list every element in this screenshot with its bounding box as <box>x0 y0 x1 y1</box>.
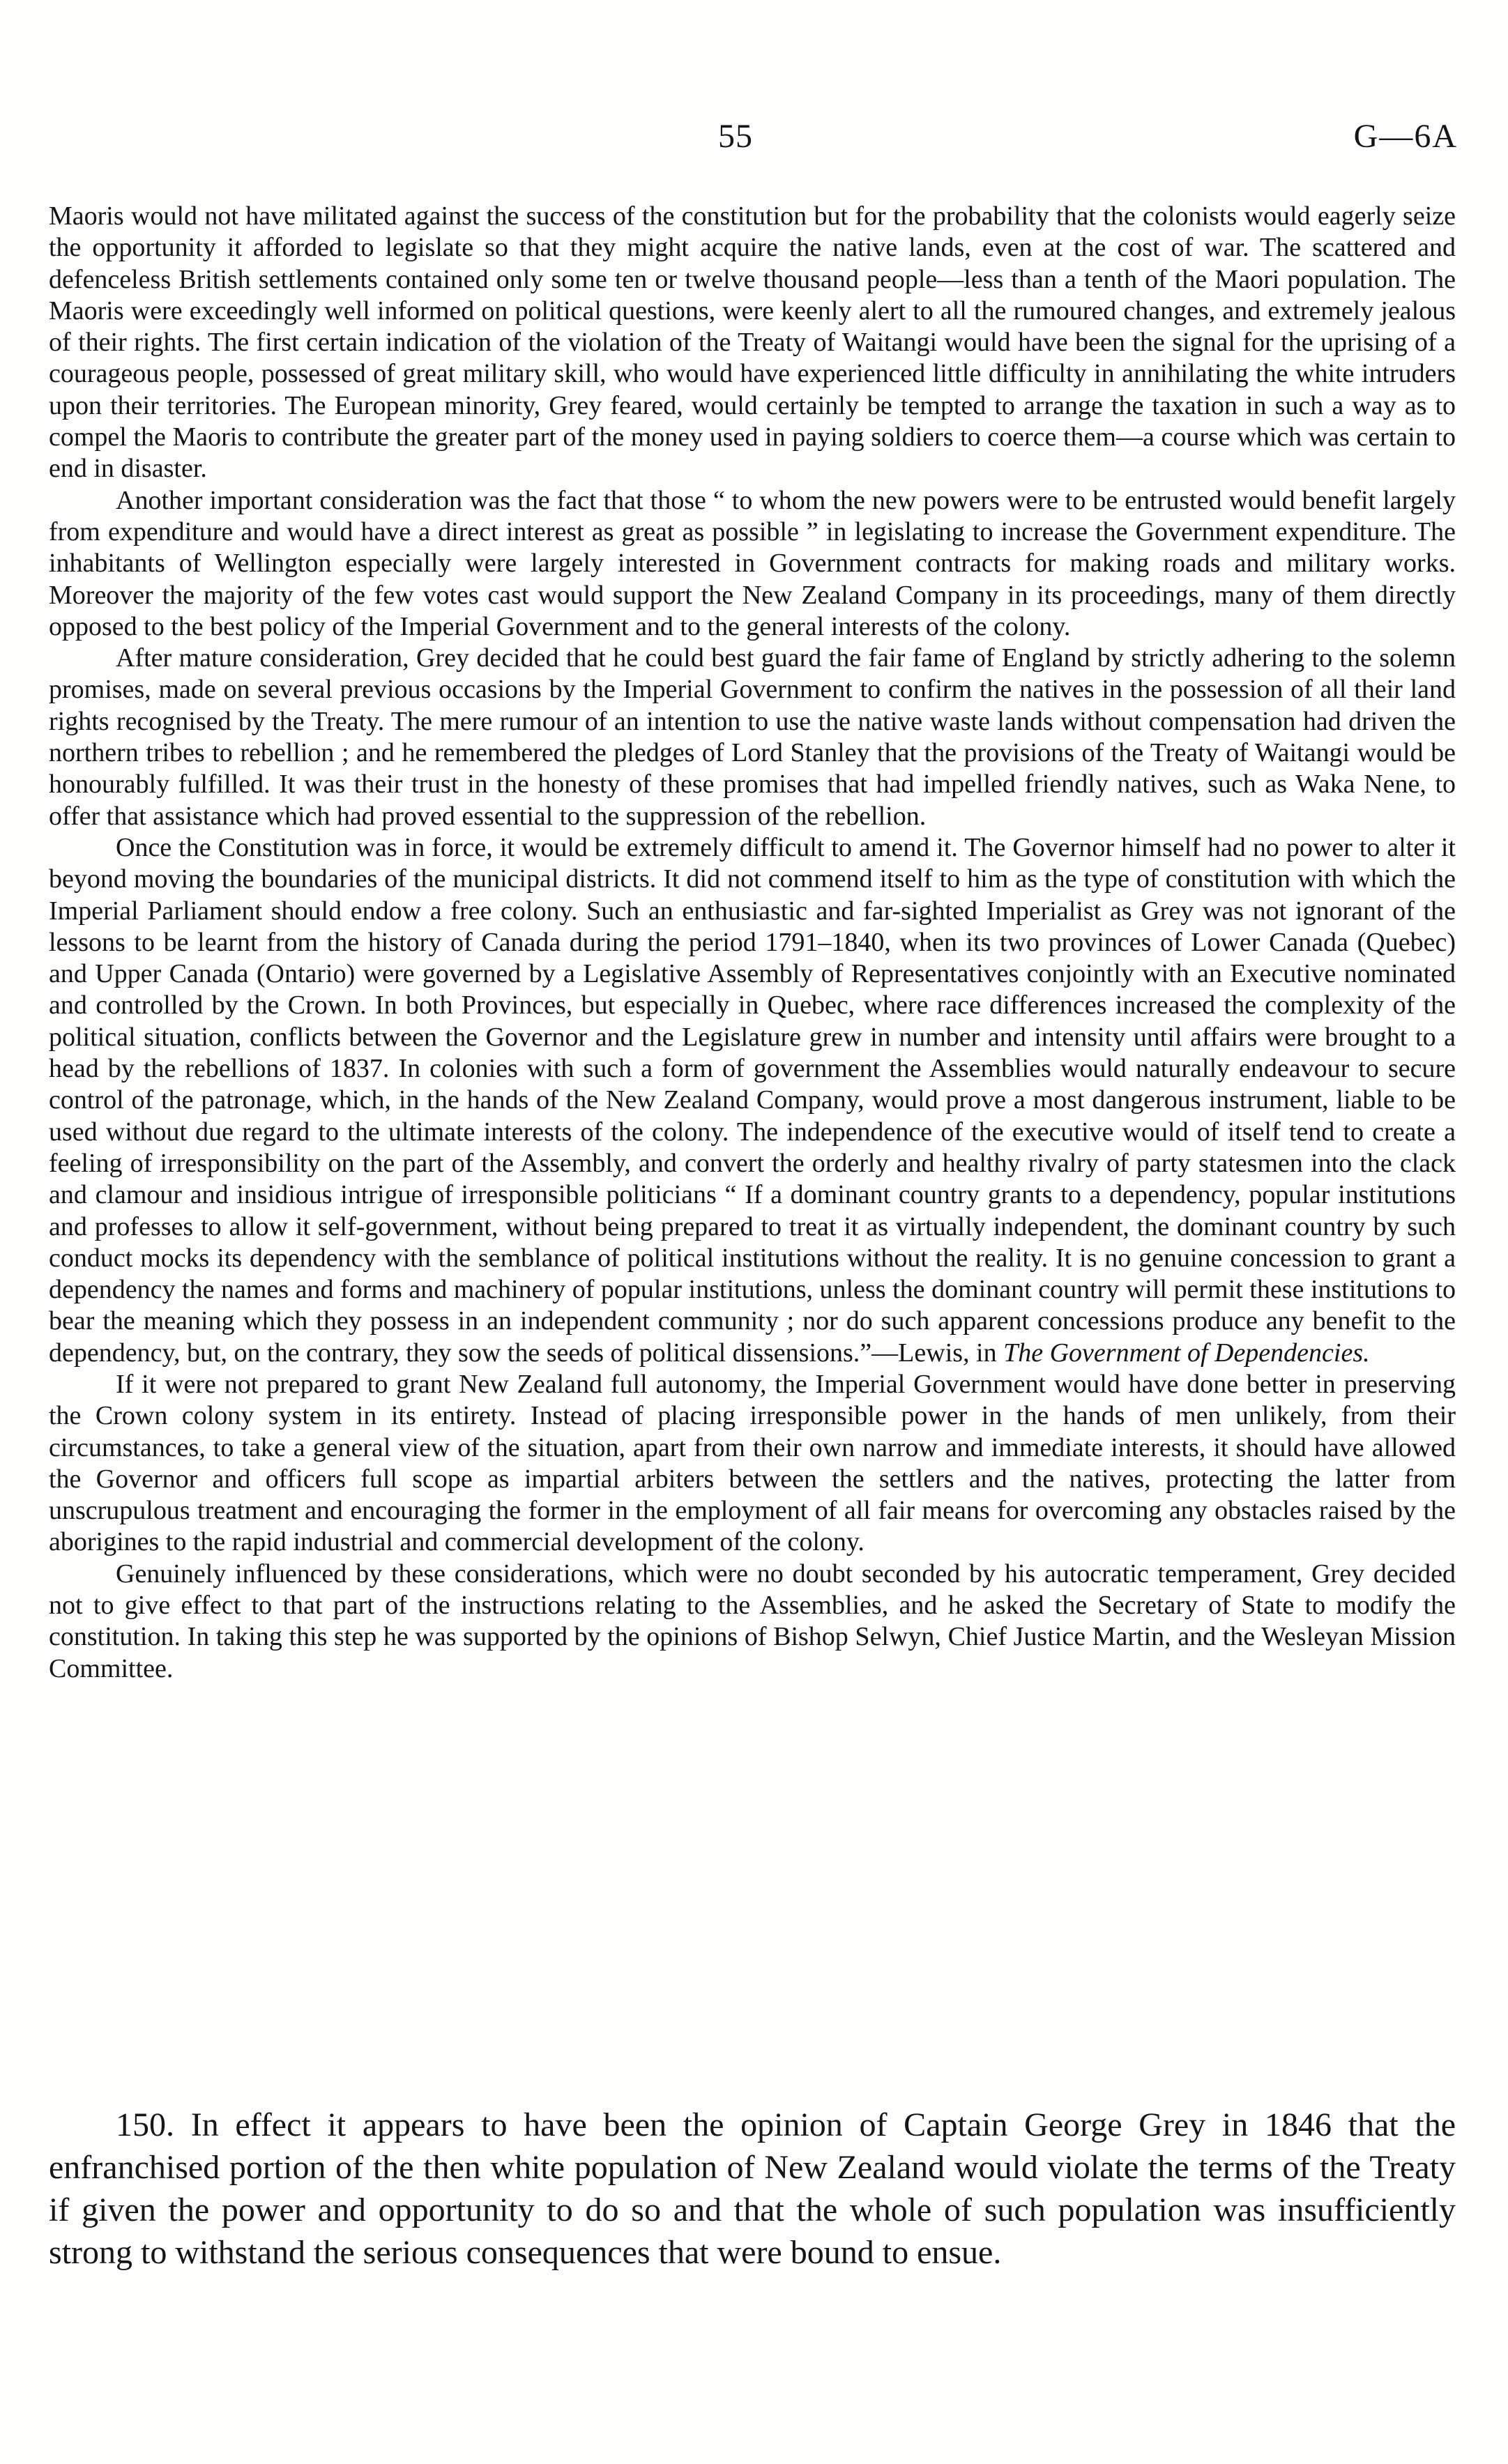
paragraph-treaty-promises: After mature consideration, Grey decided that he could best guard the fair fame of England by strictly adhering to the solemn promises, made on several previous occasions by the Imperial Government to confirm the natives in the possession of all their land rights recognised by the Treaty. The mere rumour of an intention to use the native waste lands without compensation had driven the northern tribes to rebellion ; and he remembered the pledges of Lord Stanley that the provisions of the Treaty of Waitangi would be honourably fulfilled. It was their trust in the honesty of these promises that had impelled friendly natives, such as Waka Nene, to offer that assistance which had proved essential to the suppression of the rebellion. <box>49 643 1456 831</box>
page-number: 55 <box>718 118 753 155</box>
citation-title: The Government of Dependencies. <box>1003 1338 1370 1368</box>
body-text <box>49 201 1456 1685</box>
section-150: 150. In effect it appears to have been the opinion of Captain George Grey in 1846 that the enfranchised portion of the then white population of New Zealand would violate the terms of the Treaty if given the power and opportunity to do so and that the whole of such population was insufficiently strong to withstand the serious consequences that were bound to ensue. <box>49 2106 1456 2271</box>
paragraph-constitution-amend <box>49 832 1456 1369</box>
paragraph-grey-decision: Genuinely influenced by these considerations, which were no doubt seconded by his autocratic temperament, Grey decided not to give effect to that part of the instructions relating to the Assemblies, and he asked the Secretary of State to modify the constitution. In taking this step he was supported by the opinions of Bishop Selwyn, Chief Justice Martin, and the Wesleyan Mission Committee. <box>49 1559 1456 1683</box>
paragraph-maori-constitution: Maoris would not have militated against the success of the constitution but for the probability that the colonists would eagerly seize the opportunity it afforded to legislate so that they might acquire the native lands, even at the cost of war. The scattered and defenceless British settlements contained only some ten or twelve thousand people—less than a tenth of the Maori population. The Maoris were exceedingly well informed on political questions, were keenly alert to all the rumoured changes, and extremely jealous of their rights. The first certain indication of the violation of the Treaty of Waitangi would have been the signal for the uprising of a courageous people, possessed of great military skill, who would have experienced little difficulty in annihilating the white intruders upon their territories. The European minority, Grey feared, would certainly be tempted to arrange the taxation in such a way as to compel the Maoris to contribute the greater part of the money used in paying soldiers to coerce them—a course which was certain to end in disaster. <box>49 201 1456 484</box>
paragraph-constitution-text: Once the Constitution was in force, it would be extremely difficult to amend it. The Governor himself had no power to alter it beyond moving the boundaries of the municipal districts. It did not commend itself to him as the type of constitution with which the Imperial Parliament should endow a free colony. Such an enthusiastic and far-sighted Imperialist as Grey was not ignorant of the lessons to be learnt from the history of Canada during the period 1791–1840, when its two provinces of Lower Canada (Quebec) and Upper Canada (Ontario) were governed by a Legislative Assembly of Representatives conjointly with an Executive nominated and controlled by the Crown. In both Provinces, but especially in Quebec, where race differences increased the complexity of the political situation, conflicts between the Governor and the Legislature grew in number and intensity until affairs were brought to a head by the rebellions of 1837. In colonies with such a form of government the Assemblies would naturally endeavour to secure control of the patronage, which, in the hands of the New Zealand Company, would prove a most dangerous instrument, liable to be used without due regard to the ultimate interests of the colony. The independence of the executive would of itself tend to create a feeling of irresponsibility on the part of the Assembly, and convert the orderly and healthy rivalry of party statesmen into the clack and clamour and insidious intrigue of irresponsible politicians “ If a dominant country grants to a dependency, popular institutions and professes to allow it self-government, without being prepared to treat it as virtually independent, the dominant country by such conduct mocks its dependency with the semblance of political institutions without the reality. It is no genuine concession to grant a dependency the names and forms and machinery of popular institutions, unless the dominant country will permit these institutions to bear the meaning which they possess in an independent community ; nor do such apparent concessions produce any benefit to the dependency, but, on the contrary, they sow the seeds of political dissensions.”—Lewis, in <box>49 832 1456 1368</box>
paragraph-expenditure: Another important consideration was the fact that those “ to whom the new powers were to be entrusted would benefit largely from expenditure and would have a direct interest as great as possible ” in legislating to increase the Government expenditure. The inhabitants of Wellington especially were largely interested in Government contracts for making roads and military works. Moreover the majority of the few votes cast would support the New Zealand Company in its proceedings, many of them directly opposed to the best policy of the Imperial Government and to the general interests of the colony. <box>49 485 1456 641</box>
page-header <box>0 117 1508 159</box>
document-reference: G—6A <box>1353 118 1458 155</box>
paragraph-crown-colony: If it were not prepared to grant New Zealand full autonomy, the Imperial Government would have done better in preserving the Crown colony system in its entirety. Instead of placing irresponsible power in the hands of men unlikely, from their circumstances, to take a general view of the situation, apart from their own narrow and immediate interests, it should have allowed the Governor and officers full scope as impartial arbiters between the settlers and the natives, protecting the latter from unscrupulous treatment and encouraging the former in the employment of all fair means for overcoming any obstacles raised by the aborigines to the rapid industrial and commercial development of the colony. <box>49 1369 1456 1557</box>
